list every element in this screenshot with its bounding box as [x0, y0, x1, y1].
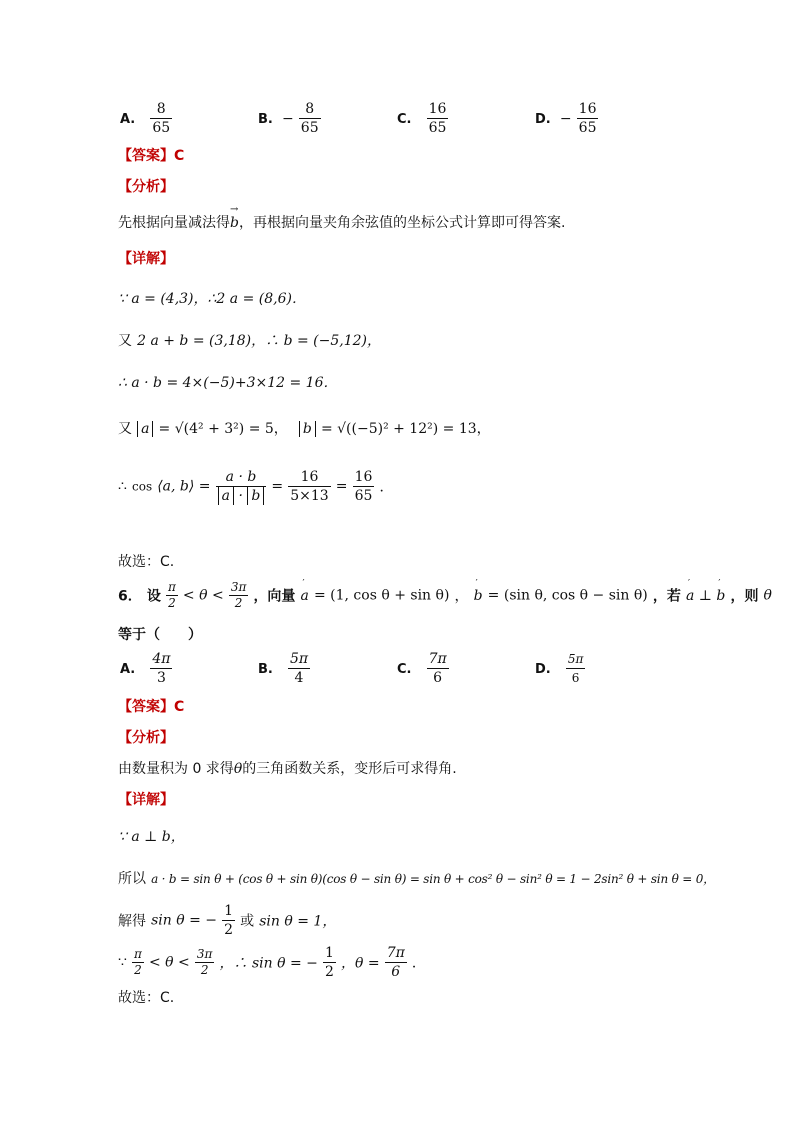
- q6-detail-line-1: ∵ a ⊥ b，: [118, 829, 185, 845]
- fraction: $\frac{\pi}{2}$: [134, 947, 142, 977]
- fraction: $\frac{\pi}{2}$: [167, 580, 176, 610]
- option-label: A.: [120, 112, 136, 127]
- q6-option-c: C. $\frac{7\pi}{6}$: [397, 651, 447, 686]
- q5-detail-line-3: ∴ a · b = 4×(−5)+3×12 = 16．: [118, 375, 338, 391]
- q6-analysis-text: 由数量积为 0 求得θ的三角函数关系，变形后可求得角.: [118, 761, 457, 777]
- fraction: $\frac{1}{2}$: [224, 903, 234, 938]
- q6-detail-line-3: 解得 sin θ = − $\frac{1}{2}$ 或 sin θ = 1，: [118, 903, 337, 938]
- q5-analysis-tag: 【分析】: [118, 179, 174, 195]
- q5-detail-line-4: 又 a = √(4² + 3²) = 5， b = √((−5)² + 12²) = 13，: [118, 421, 491, 437]
- q5-conclusion: 故选：C.: [118, 554, 175, 570]
- fraction: $\frac{16}{65}$: [354, 469, 373, 504]
- fraction: $\frac{16}{5\times 13}$: [290, 469, 329, 504]
- fraction: $\frac{16}{65}$: [428, 101, 447, 136]
- abs-b: b: [299, 421, 316, 437]
- fraction: $\frac{1}{2}$: [324, 945, 334, 980]
- q6-stem-line-2: 等于（ ）: [118, 627, 202, 643]
- fraction: $\frac{8}{65}$: [300, 101, 319, 136]
- option-label: B.: [258, 112, 273, 127]
- angle-bracket: ⟨a, b⟩ =: [157, 478, 211, 495]
- q5-option-b: [258, 100, 321, 137]
- answer-tag: 【答案】: [118, 148, 174, 164]
- abs-a: a: [137, 421, 153, 437]
- vector-a: ′ a: [301, 588, 309, 604]
- perp-condition: ′ a ⊥ ′ b: [686, 588, 725, 604]
- fraction: $\frac{7\pi}{6}$: [386, 945, 405, 980]
- fraction: $\frac{7\pi}{6}$: [428, 651, 447, 686]
- question-number: 6．: [118, 588, 142, 605]
- fraction: $\frac{8}{65}$: [152, 101, 171, 136]
- option-label: C.: [397, 112, 412, 127]
- q6-answer: [118, 696, 184, 716]
- q5-analysis-text: 先根据向量减法得→ b，再根据向量夹角余弦值的坐标公式计算即可得答案.: [118, 212, 565, 232]
- q5-detail-line-2: 又 2 a + b = (3,18)，∴ b = (−5,12)，: [118, 333, 381, 349]
- q6-stem: 6． 设 $\frac{\pi}{2}$ < θ < $\frac{3\pi}{2}$ ，向量 ′ a = (1, cos θ + sin θ) ， ′ b = (sin θ, cos θ − sin θ) ，若 ′ a ⊥ ′ b ，则 θ: [118, 580, 772, 611]
- fraction: $\frac{16}{65}$: [578, 101, 597, 136]
- option-label: D.: [535, 112, 551, 127]
- answer-tag: 【答案】: [118, 699, 174, 715]
- q6-analysis-tag: 【分析】: [118, 730, 174, 746]
- q5-answer: [118, 145, 184, 165]
- q6-option-d: D. $\frac{5\pi}{6}$: [535, 652, 584, 685]
- answer-value: C: [174, 148, 185, 164]
- fraction: $\frac{4\pi}{3}$: [152, 651, 171, 686]
- answer-value: C: [174, 699, 185, 715]
- fraction: $\frac{3\pi}{2}$: [196, 947, 213, 977]
- minus-sign: −: [281, 110, 294, 127]
- q6-detail-line-2: 所以 a · b = sin θ + (cos θ + sin θ)(cos θ − sin θ) = sin θ + cos² θ − sin² θ = 1 − 2sin² θ + sin θ = 0，: [118, 871, 715, 887]
- q6-detail-line-4: ∵ $\frac{\pi}{2}$ < θ < $\frac{3\pi}{2}$ ，∴ sin θ = − $\frac{1}{2}$ ，θ = $\frac{7\pi}{6}$ ．: [118, 945, 426, 980]
- fraction: $\frac{a \cdot b}{a \cdot b}$: [216, 468, 267, 505]
- q5-detail-line-5: ∴ cos ⟨a, b⟩ = $\frac{a \cdot b}{a \cdot b}$ = $\frac{16}{5\times 13}$ = $\frac{16}{65}$ ．: [118, 469, 394, 504]
- q5-detail-tag: 【详解】: [118, 251, 174, 267]
- q5-option-c: [397, 100, 448, 137]
- fraction: $\frac{5\pi}{6}$: [567, 652, 584, 685]
- vector-b: → b: [230, 215, 239, 231]
- q6-option-b: B. $\frac{5\pi}{4}$: [258, 651, 309, 686]
- minus-sign: −: [559, 110, 572, 127]
- q5-detail-line-1: ∵ a = (4,3)，∴2 a = (8,6)．: [118, 291, 306, 307]
- q5-option-d: [535, 100, 598, 137]
- q6-option-a: A. $\frac{4\pi}{3}$: [120, 651, 171, 686]
- fraction: $\frac{5\pi}{4}$: [289, 651, 309, 686]
- q5-option-a: [120, 100, 172, 137]
- fraction: $\frac{3\pi}{2}$: [230, 580, 247, 610]
- q6-conclusion: 故选：C.: [118, 990, 175, 1006]
- vector-b: ′ b: [474, 588, 483, 604]
- q6-detail-tag: 【详解】: [118, 792, 174, 808]
